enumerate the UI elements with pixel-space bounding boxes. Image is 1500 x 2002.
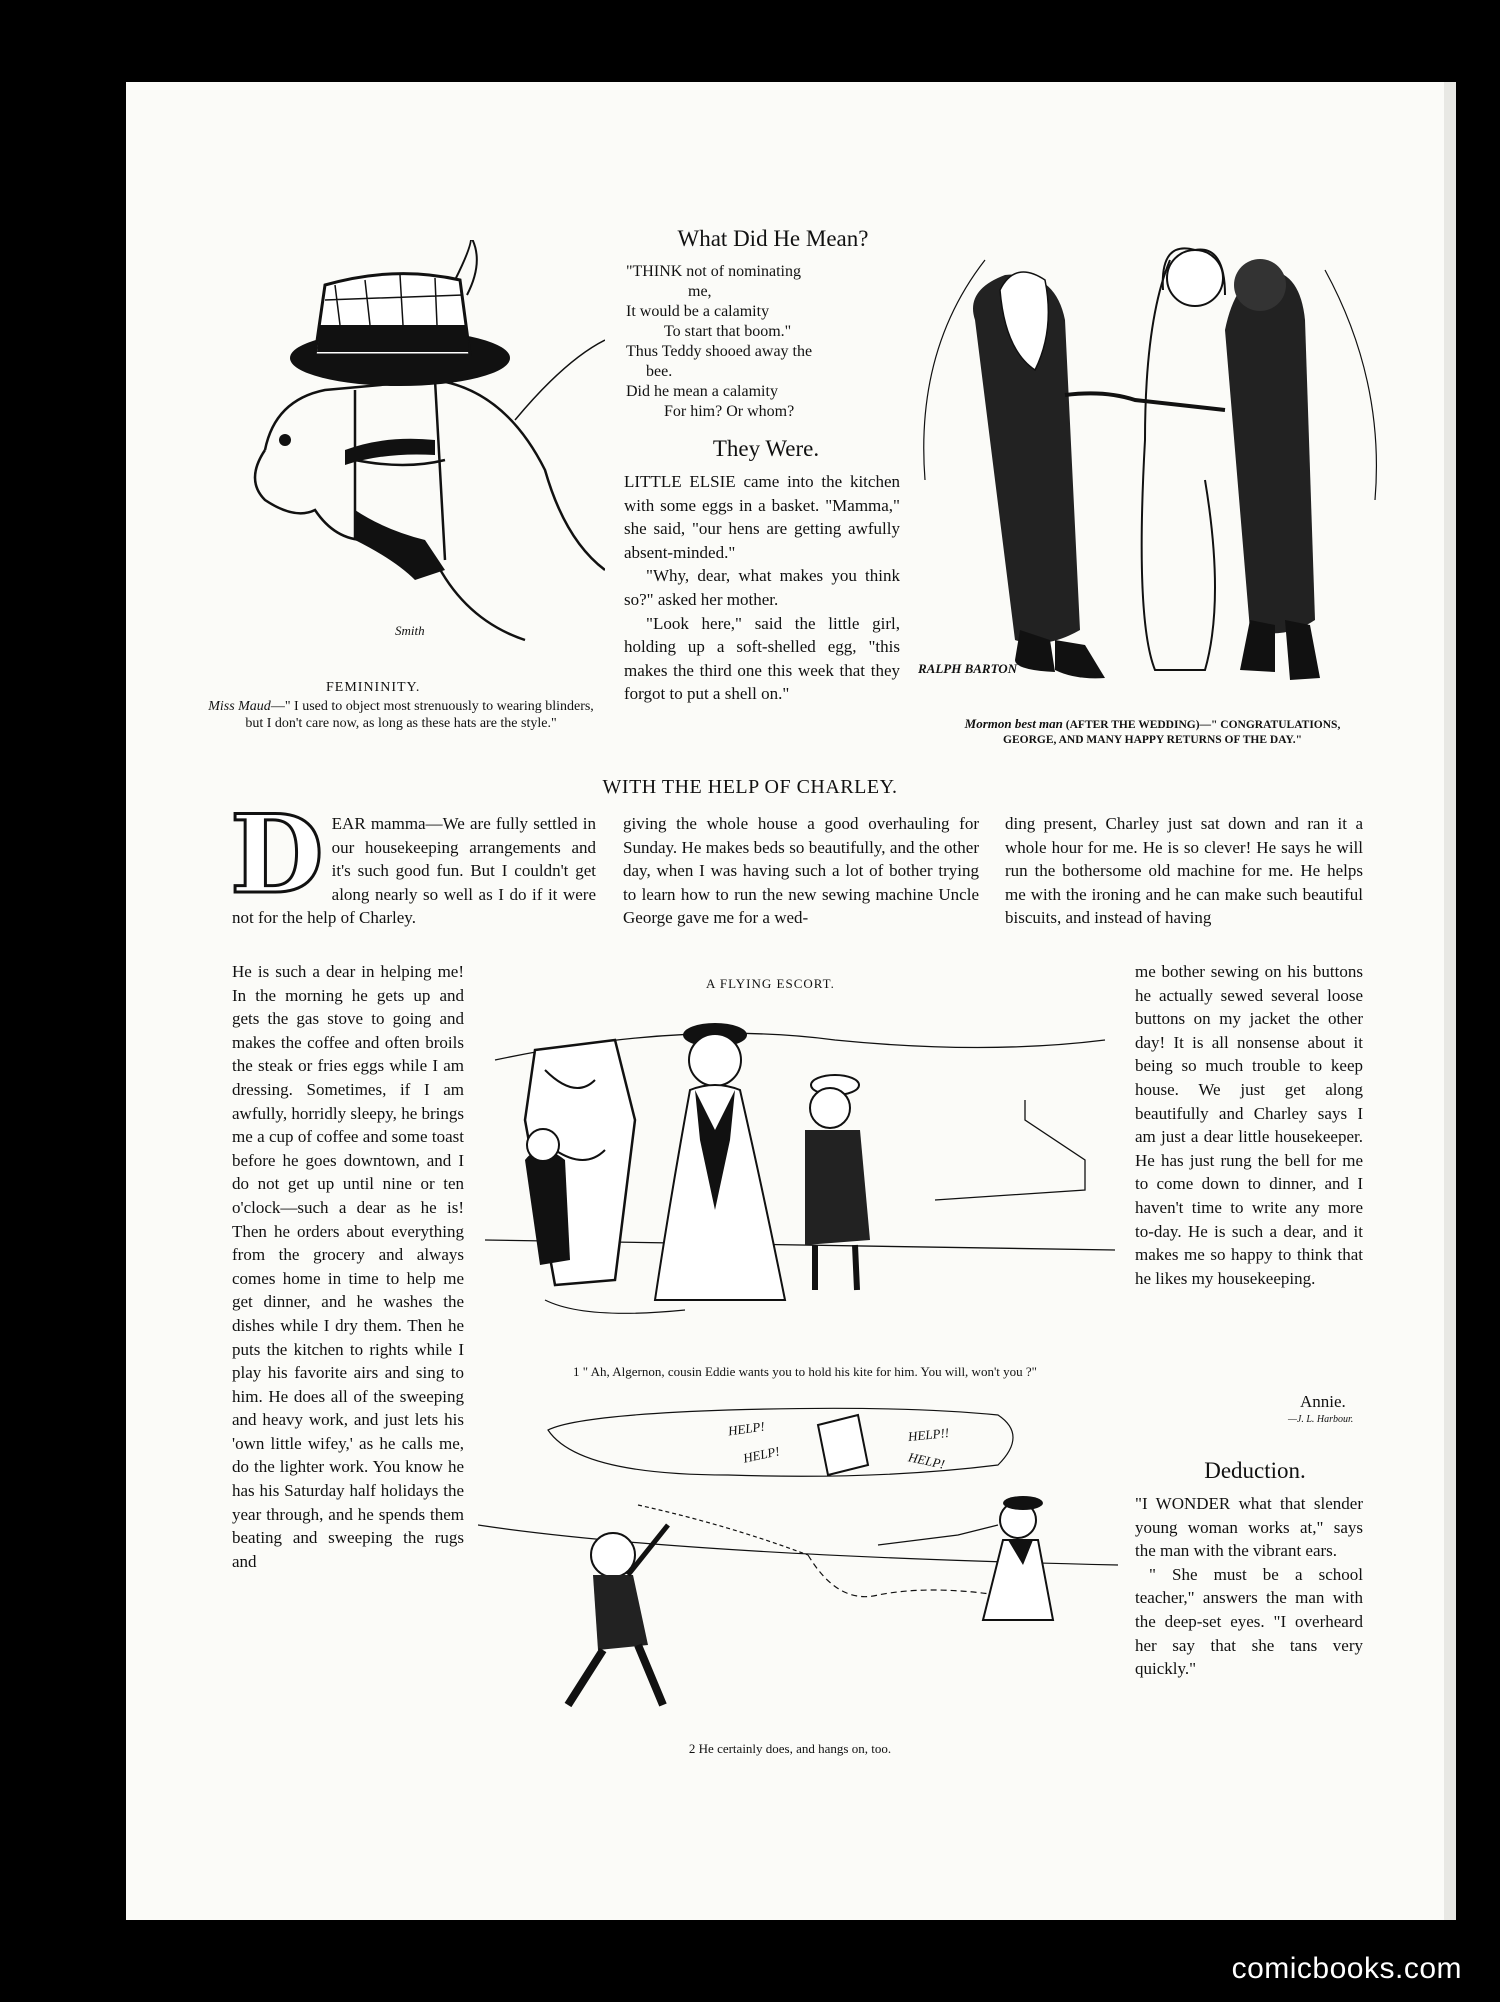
help-text-2: HELP!	[741, 1443, 781, 1466]
article-col1-body: He is such a dear in helping me! In the morning he gets up and gets the gas stove to going and makes the coffee and often broils the steak or fries eggs while I am dressing. Sometimes, if I am awfully, horridly sleepy, he brings me a cup of coffee and some toast before he goes downtown, and I do not get up until nine or ten o'clock—such a dear as he is! Then he orders about everything from the grocery and always comes home in time to help me get dinner, and he washes the dishes while I dry them. Then he puts the kitchen to rights while I play his favorite airs and sing to him. He does all of the sweeping and heavy work, and just lets his 'own little wifey,' as he calls me, do the lighter work. You know he has his Saturday half holidays the year through, and he spends them beating and sweeping the rugs and	[232, 962, 464, 1571]
poem-line-2: me,	[688, 283, 712, 300]
poem-line-8: For him? Or whom?	[664, 403, 795, 420]
deduction-title: Deduction.	[1204, 1458, 1306, 1483]
article-col1-top	[230, 792, 596, 930]
flying-escort-caption-2: 2 He certainly does, and hangs on, too.	[688, 1741, 892, 1756]
poem-line-5: Thus Teddy shooed away the	[626, 343, 813, 360]
deduction-para-2: " She must be a school teacher," answers the man with the deep-set eyes. "I overheard her say that she tans very quickly."	[1135, 1564, 1363, 1679]
flying-escort-panel-2	[478, 1405, 1118, 1730]
poem-line-6: bee.	[646, 363, 673, 380]
wedding-caption	[945, 716, 1360, 748]
article-col1-intro: EAR mamma—We are fully settled in our housekeeping arrangements and it's such good fun. But I couldn't get along nearly so well as I do if it were not for the help of Charley.	[232, 814, 596, 928]
deduction-para-1: "I WONDER what that slender young woman works at," says the man with the vibrant ears.	[1135, 1494, 1363, 1561]
page-binding-edge	[1444, 82, 1456, 1920]
they-were-para-2: "Why, dear, what makes you think so?" asked her mother.	[624, 566, 900, 609]
poem-title: What Did He Mean?	[677, 226, 869, 251]
flying-escort-caption-1: 1 " Ah, Algernon, cousin Eddie wants you to hold his kite for him. You will, won't you ?"	[573, 1364, 1037, 1379]
wedding-signature: RALPH BARTON	[918, 661, 1018, 676]
femininity-title: FEMININITY.	[326, 680, 421, 695]
wedding-speaker: Mormon best man	[964, 716, 1063, 731]
horse-hat-cartoon	[205, 240, 605, 660]
deduction-body	[1135, 1492, 1363, 1681]
they-were-para-3: "Look here," said the little girl, holding up a soft-shelled egg, "this makes the third one this week that they forgot to put a shell on."	[624, 613, 900, 704]
site-watermark: comicbooks.com	[1231, 1952, 1462, 1985]
femininity-caption	[208, 698, 594, 732]
help-text-4: HELP!	[906, 1449, 947, 1472]
wedding-cartoon	[905, 200, 1395, 705]
article-signoff: Annie.	[1300, 1392, 1346, 1411]
article-col3-body: me bother sewing on his buttons he actually sewed several loose buttons on my jacket the other day! It is all nonsense about it being so much trouble to keep house. We just get along beautifully and Charley says I am just a dear little housekeeper. He has just rung the bell for me to come down to dinner, and I haven't time to write any more to-day. He is such a dear, and it makes me so happy to think that he likes my housekeeping.	[1135, 962, 1363, 1288]
femininity-speaker: Miss Maud	[208, 699, 271, 714]
femininity-caption-text: —" I used to object most strenuously to wearing blinders, but I don't care now, as long as these hats are the style."	[245, 699, 594, 731]
they-were-title: They Were.	[712, 436, 820, 461]
they-were-para-1: LITTLE ELSIE came into the kitchen with some eggs in a basket. "Mamma," she said, "our hens are getting awfully absent-minded."	[624, 472, 900, 562]
article-author: —J. L. Harbour.	[1288, 1414, 1354, 1425]
article-col3-top: ding present, Charley just sat down and ran it a whole hour for me. He is so clever! He says he will run the bothersome old machine for me. He helps me with the ironing and he can make such beautiful biscuits, and instead of having	[1005, 814, 1363, 928]
horse-signature: Smith	[395, 623, 425, 638]
article-col2-top: giving the whole house a good overhauling for Sunday. He makes beds so beautifully, and the other day, when I was having such a lot of bother trying to learn how to run the new sewing machine Uncle George gave me for a wed-	[623, 814, 979, 928]
help-text-3: HELP!!	[907, 1424, 950, 1445]
poem-body	[626, 262, 906, 422]
they-were-body	[624, 470, 900, 706]
drop-cap-d: D	[230, 792, 324, 918]
flying-escort-title: A FLYING ESCORT.	[706, 976, 835, 991]
poem-line-4: To start that boom."	[664, 323, 792, 340]
help-text-1: HELP!	[727, 1418, 766, 1439]
poem-line-1: "THINK not of nominating	[626, 263, 801, 280]
article-title: WITH THE HELP OF CHARLEY.	[602, 776, 898, 798]
poem-line-7: Did he mean a calamity	[626, 383, 778, 400]
wedding-caption-text: (AFTER THE WEDDING)—" CONGRATULATIONS, GEORGE, AND MANY HAPPY RETURNS OF THE DAY."	[1003, 719, 1341, 746]
poem-line-3: It would be a calamity	[626, 303, 770, 320]
flying-escort-panel-1	[485, 1000, 1120, 1370]
